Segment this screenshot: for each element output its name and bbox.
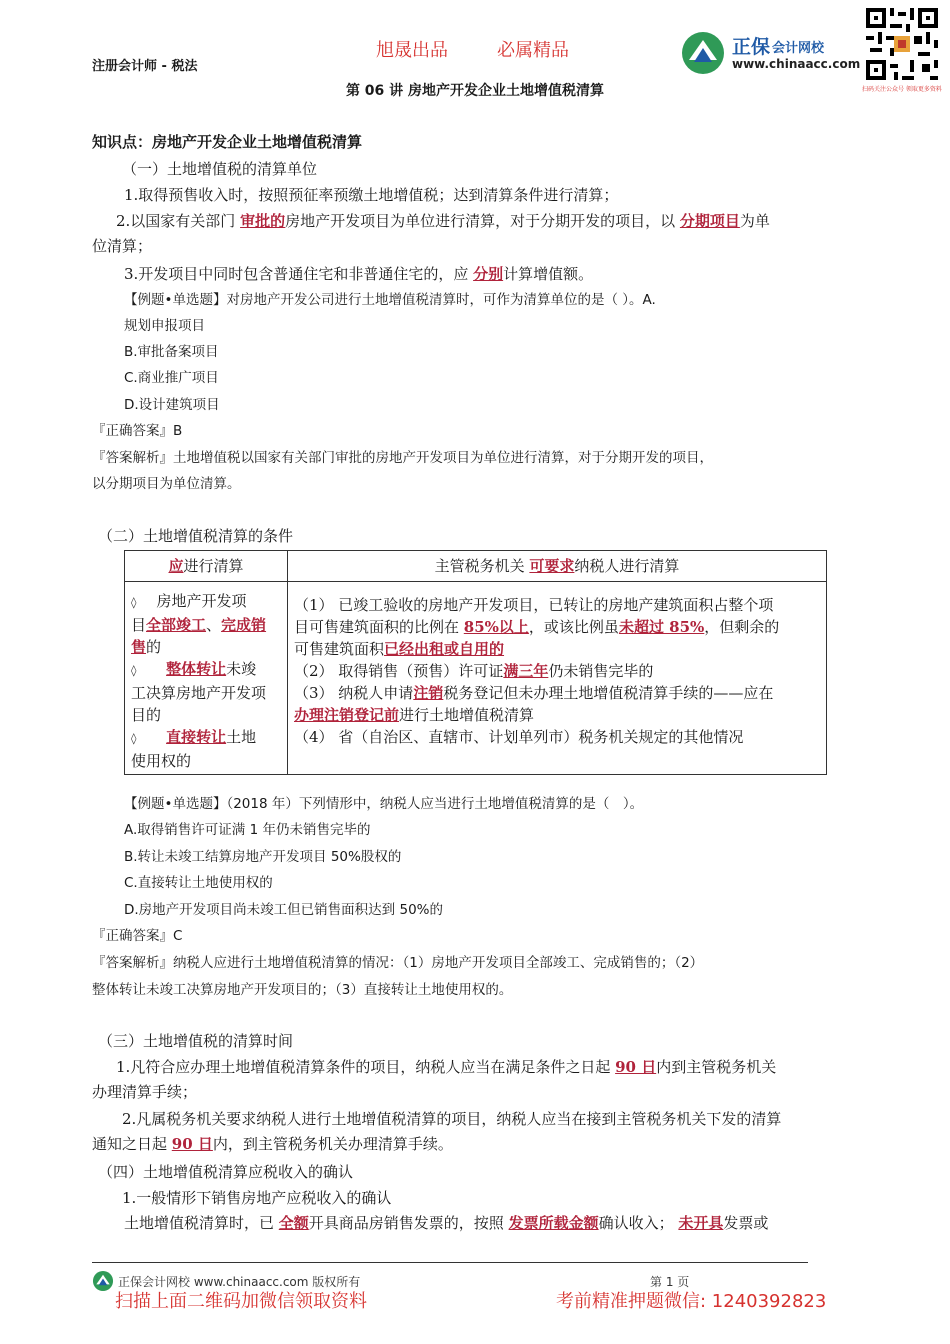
must-item-1: ◊ 房地产开发项	[131, 590, 281, 614]
diamond-bullet-icon: ◊	[131, 732, 137, 745]
example2-option-b: B.转让未竣工结算房地产开发项目 50%股权的	[124, 849, 402, 865]
example1-option-d: D.设计建筑项目	[124, 397, 220, 413]
conditions-table	[124, 550, 827, 775]
logo-url: www.chinaacc.com	[732, 57, 861, 71]
example2-answer: 『正确答案』C	[92, 928, 183, 944]
example2-analysis-line1: 『答案解析』纳税人应进行土地增值税清算的情况：（1）房地产开发项目全部竣工、完成销售的；（2）	[92, 955, 704, 971]
page-title: 第 06 讲 房地产开发企业土地增值税清算	[345, 83, 605, 99]
section2-heading: （二）土地增值税清算的条件	[98, 527, 294, 545]
knowledge-point-heading: 知识点：房地产开发企业土地增值税清算	[92, 133, 363, 151]
example2-stem: 【例题•单选题】（2018 年）下列情形中，纳税人应当进行土地增值税清算的是（ ）。	[124, 796, 644, 812]
logo-sub: 会计网校	[772, 41, 825, 56]
footer-divider	[92, 1262, 808, 1263]
section1-para2: 2.以国家有关部门 审批的房地产开发项目为单位进行清算，对于分期开发的项目，以 分期项目为单	[116, 212, 770, 230]
logo-emblem-icon	[680, 30, 726, 76]
must-item-3: ◊ 直接转让土地	[131, 726, 281, 750]
must-item-3-cont: 使用权的	[131, 752, 192, 770]
must-item-1-cont: 目全部竣工、完成销	[131, 616, 267, 634]
example1-analysis-line1: 『答案解析』土地增值税以国家有关部门审批的房地产开发项目为单位进行清算，对于分期开发的项目，	[92, 450, 713, 466]
footer-logo-icon	[92, 1270, 114, 1292]
example1-analysis-line2: 以分期项目为单位清算。	[92, 476, 241, 492]
may-item-3-cont: 办理注销登记前进行土地增值税清算	[294, 706, 535, 724]
section3-para2: 2.凡属税务机关要求纳税人进行土地增值税清算的项目，纳税人应当在接到主管税务机关下发的清算	[122, 1110, 782, 1128]
slogan-left: 旭晟出品	[376, 40, 448, 61]
example2-option-c: C.直接转让土地使用权的	[124, 875, 273, 891]
example1-answer: 『正确答案』B	[92, 423, 183, 439]
section3-para2-cont: 通知之日起 90 日内，到主管税务机关办理清算手续。	[92, 1135, 453, 1153]
qr-code-icon	[862, 4, 942, 84]
must-item-2-cont: 工决算房地产开发项	[131, 684, 267, 702]
section4-heading: （四）土地增值税清算应税收入的确认	[98, 1163, 354, 1181]
promo-right: 考前精准押题微信: 1240392823	[556, 1291, 827, 1312]
example1-option-a: 规划申报项目	[124, 318, 205, 334]
section1-para2-cont: 位清算；	[92, 237, 153, 255]
brand-logo	[680, 30, 860, 78]
may-item-3: （3） 纳税人申请注销税务登记但未办理土地增值税清算手续的——应在	[294, 684, 774, 702]
qr-caption: 扫码关注公众号 领取更多资料	[862, 86, 942, 93]
may-item-1-cont: 目可售建筑面积的比例在 85%以上，或该比例虽未超过 85%，但剩余的	[294, 618, 780, 636]
section3-heading: （三）土地增值税的清算时间	[98, 1032, 294, 1050]
example2-option-d: D.房地产开发项目尚未竣工但已销售面积达到 50%的	[124, 902, 443, 918]
example1-stem: 【例题•单选题】对房地产开发公司进行土地增值税清算时，可作为清算单位的是（ ）。A.	[124, 292, 656, 308]
example2-option-a: A.取得销售许可证满 1 年仍未销售完毕的	[124, 822, 371, 838]
section1-heading: （一）土地增值税的清算单位	[122, 160, 318, 178]
section3-para1: 1.凡符合应办理土地增值税清算条件的项目，纳税人应当在满足条件之日起 90 日内到主管税务机关	[116, 1058, 777, 1076]
promo-left: 扫描上面二维码加微信领取资料	[115, 1291, 367, 1312]
footer-page-number: 第 1 页	[650, 1275, 690, 1289]
slogan-right: 必属精品	[497, 40, 569, 61]
section4-para1: 1.一般情形下销售房地产应税收入的确认	[122, 1189, 392, 1207]
conditions-may-cell	[288, 582, 827, 775]
qr-code	[862, 4, 942, 84]
may-item-4: （4） 省（自治区、直辖市、计划单列市）税务机关规定的其他情况	[294, 728, 744, 746]
conditions-must-cell	[125, 582, 288, 775]
section4-para2: 土地增值税清算时，已 全额开具商品房销售发票的，按照 发票所载金额确认收入； 未开具发票或	[124, 1214, 769, 1232]
section3-para1-cont: 办理清算手续；	[92, 1083, 198, 1101]
conditions-header-may: 主管税务机关 可要求纳税人进行清算	[288, 551, 827, 582]
section1-para1: 1.取得预售收入时，按照预征率预缴土地增值税；达到清算条件进行清算；	[124, 186, 619, 204]
logo-name: 正保	[732, 36, 771, 58]
example2-analysis-line2: 整体转让未竣工决算房地产开发项目的；（3）直接转让土地使用权的。	[92, 982, 513, 998]
example1-option-b: B.审批备案项目	[124, 344, 219, 360]
may-item-2: （2） 取得销售（预售）许可证满三年仍未销售完毕的	[294, 662, 654, 680]
diamond-bullet-icon: ◊	[131, 664, 137, 677]
conditions-header-must: 应进行清算	[125, 551, 288, 582]
must-item-2-end: 目的	[131, 706, 162, 724]
may-item-1-end: 可售建筑面积已经出租或自用的	[294, 640, 505, 658]
must-item-1-end: 售的	[131, 638, 162, 656]
may-item-1: （1） 已竣工验收的房地产开发项目，已转让的房地产建筑面积占整个项	[294, 596, 774, 614]
section1-para3: 3.开发项目中同时包含普通住宅和非普通住宅的，应 分别计算增值额。	[124, 265, 594, 283]
must-item-2: ◊ 整体转让未竣	[131, 658, 281, 682]
course-label: 注册会计师 - 税法	[92, 59, 198, 74]
diamond-bullet-icon: ◊	[131, 596, 137, 609]
footer-copyright: 正保会计网校 www.chinaacc.com 版权所有	[118, 1275, 361, 1289]
example1-option-c: C.商业推广项目	[124, 370, 219, 386]
